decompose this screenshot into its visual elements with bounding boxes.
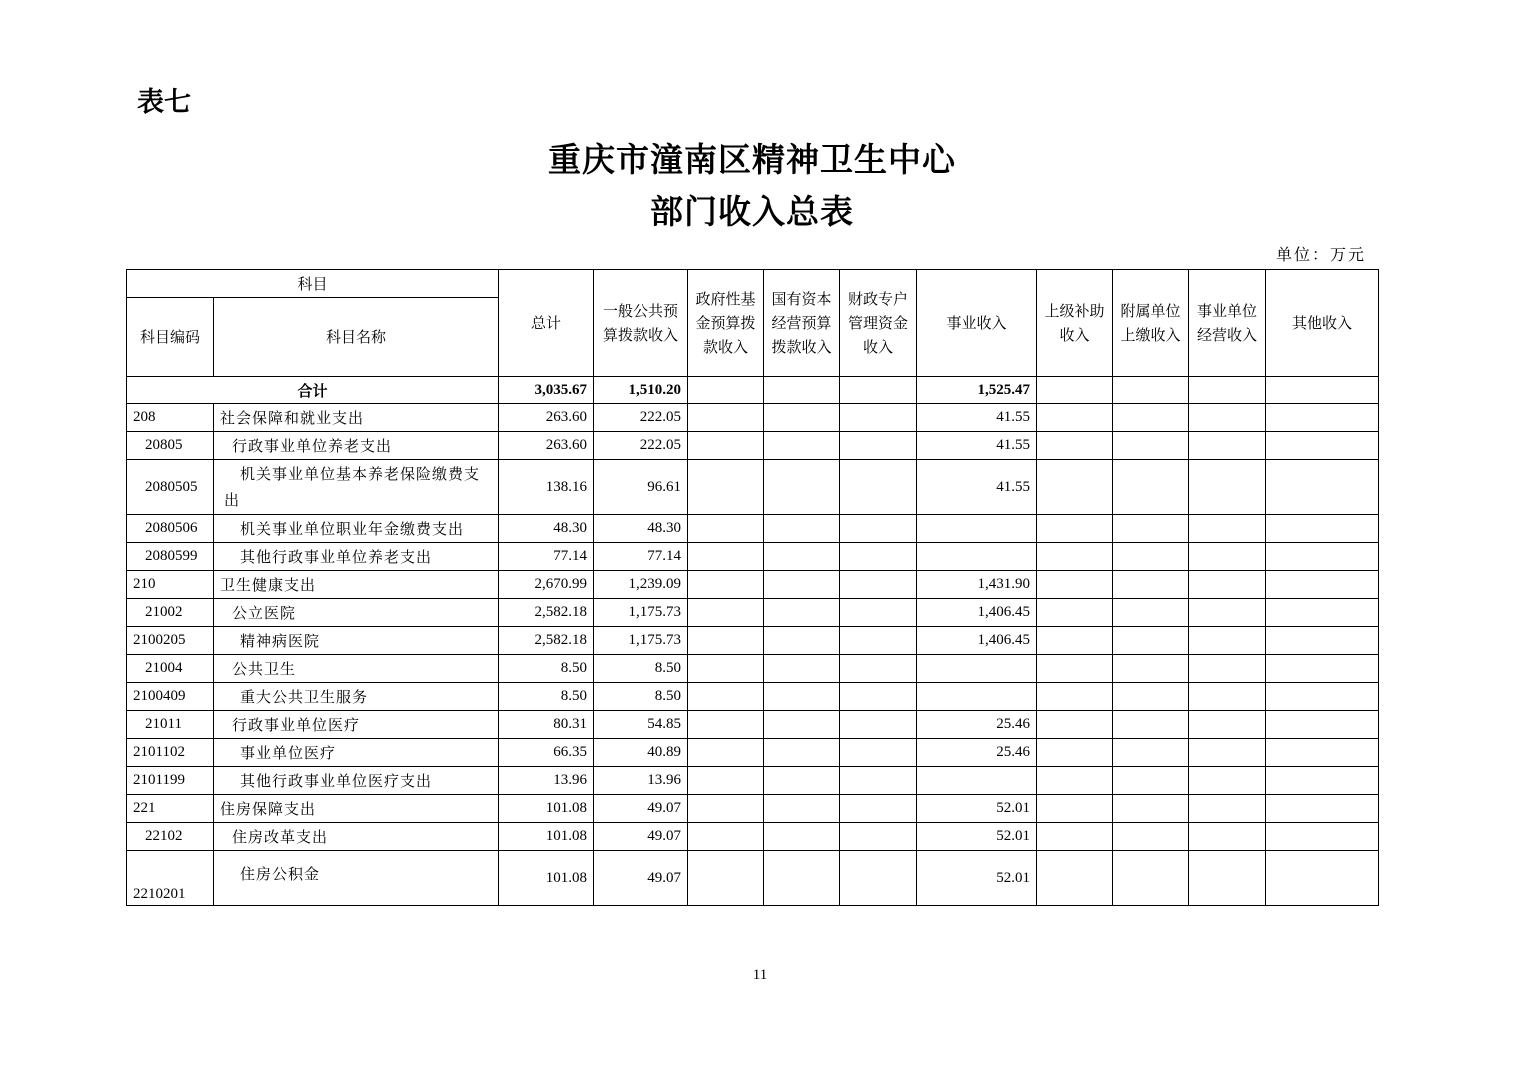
row-general-budget: 222.05 [594, 404, 688, 432]
row-total: 13.96 [499, 767, 594, 795]
row-code: 208 [127, 404, 214, 432]
header-other-income: 其他收入 [1266, 270, 1379, 377]
row-code: 2101199 [127, 767, 214, 795]
row-business: 25.46 [917, 711, 1037, 739]
table-row [127, 823, 1379, 851]
header-business-operation: 事业单位经营收入 [1189, 270, 1266, 377]
header-subject-group: 科目 [127, 270, 499, 298]
row-general-budget: 1,175.73 [594, 599, 688, 627]
row-general-budget: 1,239.09 [594, 571, 688, 599]
table-row [127, 711, 1379, 739]
table-row [127, 683, 1379, 711]
document-subtitle: 部门收入总表 [650, 192, 854, 231]
table-row [127, 851, 1379, 906]
row-general-budget: 8.50 [594, 683, 688, 711]
row-total: 101.08 [499, 795, 594, 823]
row-business: 1,431.90 [917, 571, 1037, 599]
row-name: 重大公共卫生服务 [214, 683, 499, 711]
row-business: 1,406.45 [917, 599, 1037, 627]
header-code: 科目编码 [127, 298, 214, 377]
row-code: 21011 [127, 711, 214, 739]
table-row [127, 627, 1379, 655]
row-general-budget: 54.85 [594, 711, 688, 739]
total-label: 合计 [127, 377, 499, 404]
row-name: 机关事业单位职业年金缴费支出 [214, 515, 499, 543]
row-name: 住房公积金 [214, 851, 499, 906]
row-total: 2,582.18 [499, 599, 594, 627]
total-value: 3,035.67 [499, 377, 594, 404]
row-code: 2101102 [127, 739, 214, 767]
row-name: 行政事业单位养老支出 [214, 432, 499, 460]
header-name: 科目名称 [214, 298, 499, 377]
table-row [127, 460, 1379, 515]
row-code: 221 [127, 795, 214, 823]
table-row [127, 655, 1379, 683]
total-general-budget: 1,510.20 [594, 377, 688, 404]
income-summary-table [126, 269, 1379, 906]
row-total: 66.35 [499, 739, 594, 767]
row-business: 25.46 [917, 739, 1037, 767]
row-total: 138.16 [499, 460, 594, 515]
row-name: 社会保障和就业支出 [214, 404, 499, 432]
row-general-budget: 96.61 [594, 460, 688, 515]
table-row [127, 571, 1379, 599]
row-total: 77.14 [499, 543, 594, 571]
row-name: 其他行政事业单位医疗支出 [214, 767, 499, 795]
row-total: 8.50 [499, 683, 594, 711]
row-code: 2080505 [127, 460, 214, 515]
row-name: 其他行政事业单位养老支出 [214, 543, 499, 571]
row-total: 263.60 [499, 404, 594, 432]
row-name: 公共卫生 [214, 655, 499, 683]
row-code: 20805 [127, 432, 214, 460]
table-number-label: 表七 [137, 87, 191, 118]
header-general-budget: 一般公共预算拨款收入 [594, 270, 688, 377]
table-row [127, 432, 1379, 460]
row-general-budget: 222.05 [594, 432, 688, 460]
row-code: 2080599 [127, 543, 214, 571]
row-total: 48.30 [499, 515, 594, 543]
table-row [127, 767, 1379, 795]
row-total: 2,670.99 [499, 571, 594, 599]
row-general-budget: 8.50 [594, 655, 688, 683]
row-general-budget: 13.96 [594, 767, 688, 795]
row-code: 2210201 [127, 851, 214, 906]
row-business [917, 683, 1037, 711]
row-code: 2100205 [127, 627, 214, 655]
table-row [127, 515, 1379, 543]
row-general-budget: 49.07 [594, 823, 688, 851]
header-superior-subsidy: 上级补助收入 [1037, 270, 1113, 377]
row-business: 41.55 [917, 460, 1037, 515]
table-row [127, 795, 1379, 823]
row-code: 2100409 [127, 683, 214, 711]
row-name: 住房改革支出 [214, 823, 499, 851]
row-general-budget: 77.14 [594, 543, 688, 571]
row-general-budget: 49.07 [594, 851, 688, 906]
row-name: 行政事业单位医疗 [214, 711, 499, 739]
row-business: 52.01 [917, 795, 1037, 823]
header-affiliated: 附属单位上缴收入 [1113, 270, 1189, 377]
row-total: 101.08 [499, 823, 594, 851]
row-total: 263.60 [499, 432, 594, 460]
table-row [127, 404, 1379, 432]
row-total: 101.08 [499, 851, 594, 906]
row-code: 21002 [127, 599, 214, 627]
row-name: 机关事业单位基本养老保险缴费支出 [214, 460, 499, 515]
header-fiscal-account: 财政专户管理资金收入 [840, 270, 917, 377]
row-name: 事业单位医疗 [214, 739, 499, 767]
row-general-budget: 1,175.73 [594, 627, 688, 655]
unit-label: 单位：万元 [1275, 245, 1366, 264]
row-code: 210 [127, 571, 214, 599]
row-business: 1,406.45 [917, 627, 1037, 655]
page-number: 11 [752, 967, 768, 983]
row-code: 21004 [127, 655, 214, 683]
row-business [917, 655, 1037, 683]
row-business: 41.55 [917, 432, 1037, 460]
row-name: 精神病医院 [214, 627, 499, 655]
row-name: 卫生健康支出 [214, 571, 499, 599]
row-code: 22102 [127, 823, 214, 851]
document-title: 重庆市潼南区精神卫生中心 [548, 140, 956, 179]
header-total: 总计 [499, 270, 594, 377]
row-business [917, 543, 1037, 571]
row-business: 52.01 [917, 851, 1037, 906]
row-name: 住房保障支出 [214, 795, 499, 823]
total-row [127, 377, 1379, 404]
row-name: 公立医院 [214, 599, 499, 627]
row-total: 2,582.18 [499, 627, 594, 655]
table-row [127, 739, 1379, 767]
table-row [127, 543, 1379, 571]
header-business-income: 事业收入 [917, 270, 1037, 377]
row-business: 52.01 [917, 823, 1037, 851]
row-code: 2080506 [127, 515, 214, 543]
row-general-budget: 48.30 [594, 515, 688, 543]
header-gov-fund: 政府性基金预算拨款收入 [688, 270, 764, 377]
row-total: 8.50 [499, 655, 594, 683]
total-business: 1,525.47 [917, 377, 1037, 404]
row-total: 80.31 [499, 711, 594, 739]
row-business [917, 515, 1037, 543]
row-general-budget: 40.89 [594, 739, 688, 767]
table-row [127, 599, 1379, 627]
row-business [917, 767, 1037, 795]
row-business: 41.55 [917, 404, 1037, 432]
header-state-capital: 国有资本经营预算拨款收入 [764, 270, 840, 377]
row-general-budget: 49.07 [594, 795, 688, 823]
